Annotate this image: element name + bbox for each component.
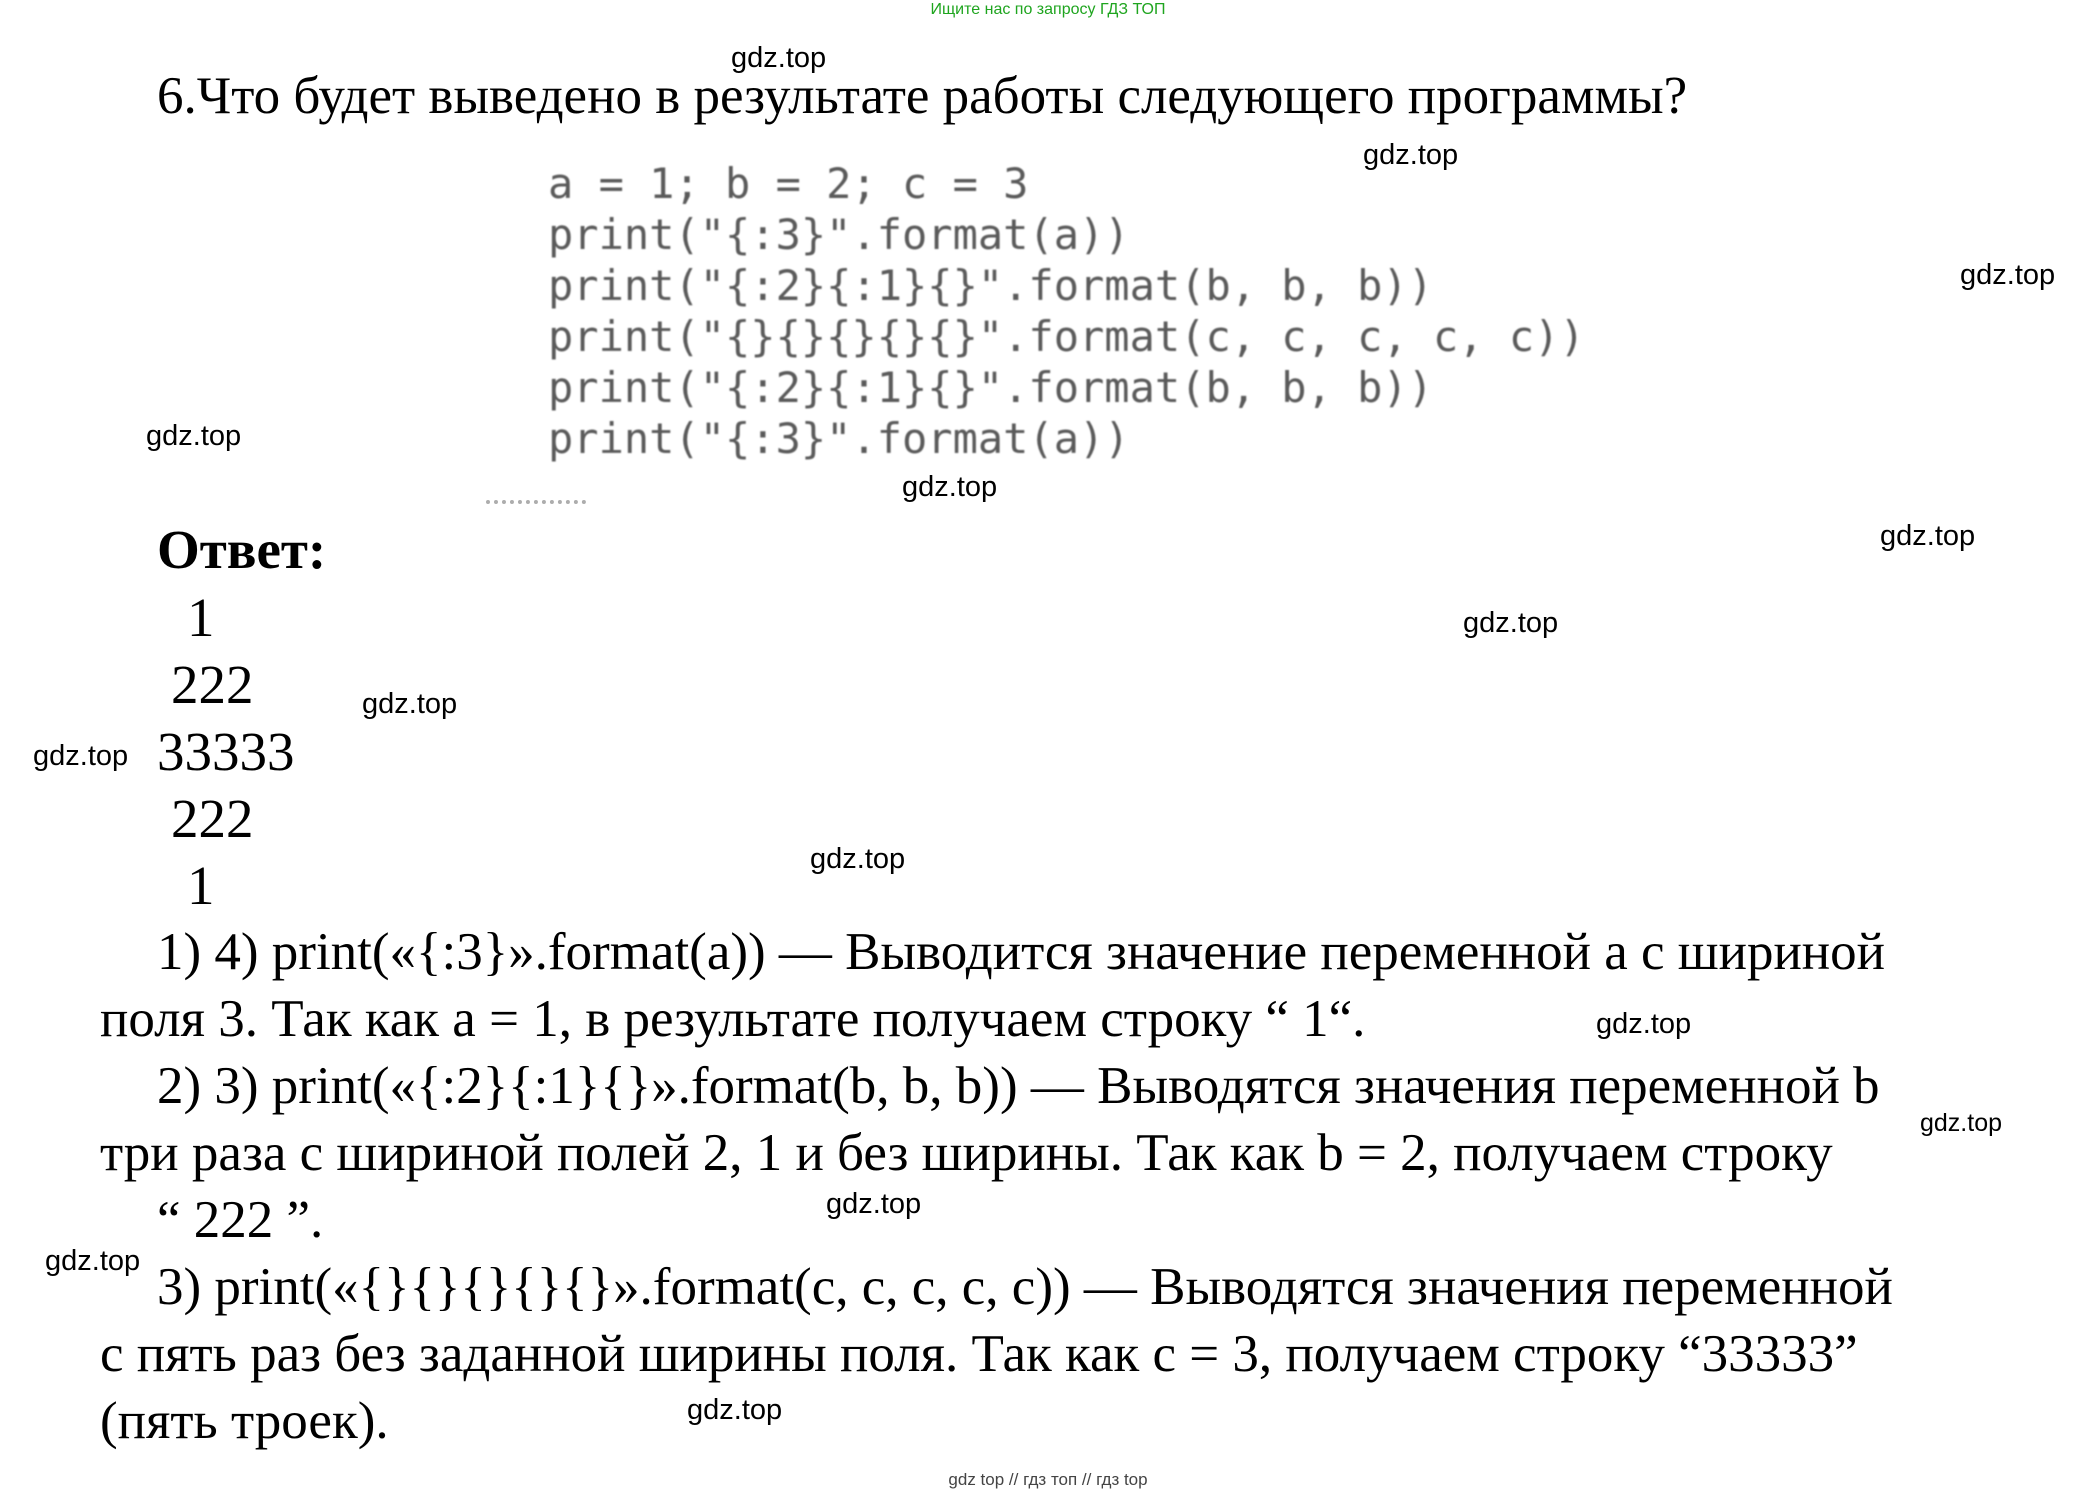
watermark: gdz.top — [146, 420, 242, 452]
code-line: print("{:2}{:1}{}".format(b, b, b)) — [548, 261, 1434, 310]
watermark: gdz.top — [1463, 607, 1559, 639]
output-line: 1 — [187, 855, 215, 916]
code-block — [548, 158, 1585, 464]
explanation-line: поля 3. Так как a = 1, в результате получаем строку “ 1“. — [100, 990, 1366, 1048]
watermark: gdz.top — [1960, 259, 2056, 291]
output-line: 33333 — [157, 721, 295, 782]
output-line: 222 — [171, 654, 254, 715]
watermark: gdz.top — [45, 1245, 141, 1277]
watermark: gdz.top — [362, 688, 458, 720]
explanation-line: c пять раз без заданной ширины поля. Так как c = 3, получаем строку “33333” — [100, 1325, 1858, 1383]
code-line: print("{:3}".format(a)) — [548, 414, 1130, 463]
explanation-line: 2) 3) print(«{:2}{:1}{}».format(b, b, b)) — Выводятся значения переменной b — [157, 1057, 1880, 1115]
cropped-code-remnant — [486, 500, 586, 516]
question-text: 6.Что будет выведено в результате работы следующего программы? — [157, 67, 1688, 125]
top-banner: Ищите нас по запросу ГДЗ ТОП — [930, 1, 1166, 18]
explanation-line: 3) print(«{}{}{}{}{}».format(c, c, c, c, c)) — Выводятся значения переменной — [157, 1258, 1893, 1316]
code-line: print("{:3}".format(a)) — [548, 210, 1130, 259]
explanation-line: три раза с шириной полей 2, 1 и без ширины. Так как b = 2, получаем строку — [100, 1124, 1833, 1182]
watermark: gdz.top — [1920, 1109, 2003, 1137]
code-line: print("{:2}{:1}{}".format(b, b, b)) — [548, 363, 1434, 412]
answer-label: Ответ: — [157, 519, 327, 580]
watermark: gdz.top — [1596, 1008, 1692, 1040]
bottom-banner: gdz top // гдз топ // гдз top — [948, 1470, 1148, 1489]
watermark: gdz.top — [826, 1188, 922, 1220]
explanation-line: (пять троек). — [100, 1392, 389, 1450]
output-line: 1 — [187, 587, 215, 648]
watermark: gdz.top — [810, 843, 906, 875]
watermark: gdz.top — [33, 740, 129, 772]
code-line: print("{}{}{}{}{}".format(c, c, c, c, c)) — [548, 312, 1585, 361]
explanation-line: 1) 4) print(«{:3}».format(a)) — Выводится значение переменной a с шириной — [157, 923, 1886, 981]
explanation-line: “ 222 ”. — [157, 1191, 324, 1249]
output-line: 222 — [171, 788, 254, 849]
watermark: gdz.top — [731, 42, 827, 74]
watermark: gdz.top — [687, 1394, 783, 1426]
code-line: a = 1; b = 2; c = 3 — [548, 159, 1029, 208]
watermark: gdz.top — [1363, 139, 1459, 171]
watermark: gdz.top — [1880, 520, 1976, 552]
watermark: gdz.top — [902, 471, 998, 503]
